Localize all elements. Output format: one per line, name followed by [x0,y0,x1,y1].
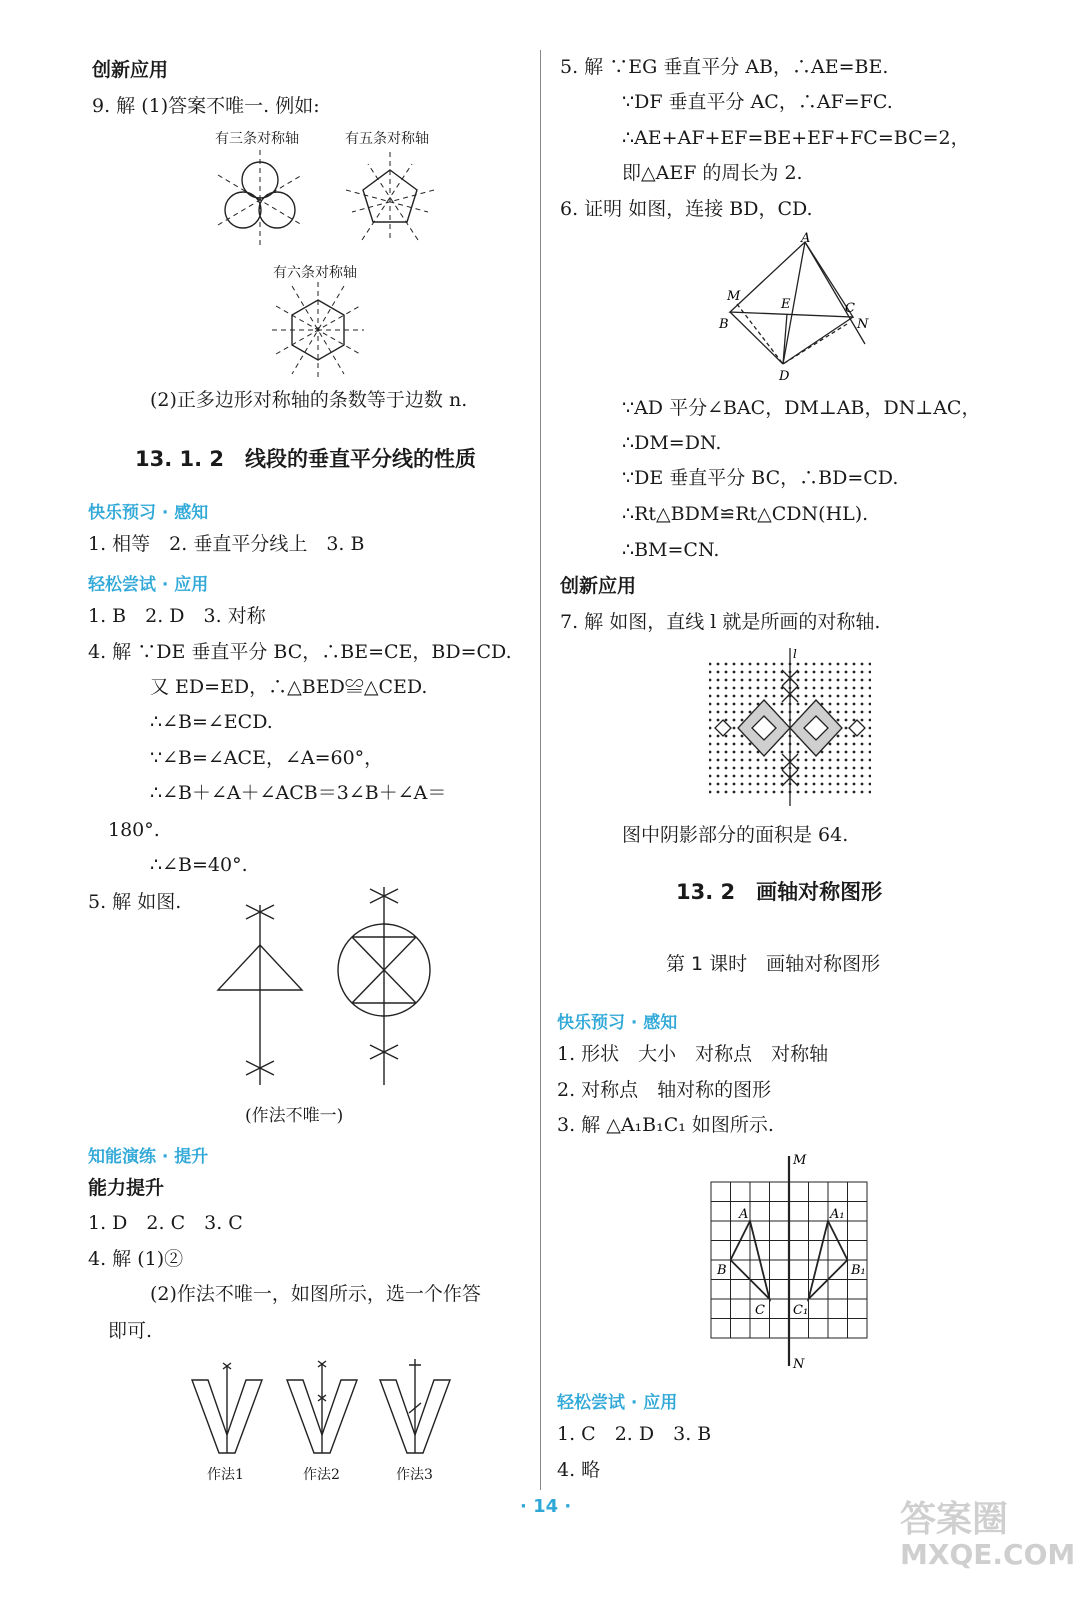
label-B-grid: B [717,1263,727,1278]
ability-answers: 1. D 2. C 3. C [88,1212,243,1234]
label-A: A [801,231,811,246]
r6-line4: ∴Rt△BDM≌Rt△CDN(HL). [622,503,869,525]
r5-line2: ∵DF 垂直平分 AC，∴AF=FC. [622,91,893,113]
r6-line1: ∵AD 平分∠BAC，DM⊥AB，DN⊥AC， [622,397,981,419]
caption-method1: 作法1 [207,1467,244,1483]
figure-triangle-bisector [210,895,310,1095]
figure-three-circles [210,150,310,250]
figure-grid-reflection [705,1148,877,1374]
figure-v-method2 [285,1355,360,1455]
preview2-q2: 2. 对称点 轴对称的图形 [557,1079,772,1101]
r5-line4: 即△AEF 的周长为 2. [622,162,803,184]
heading-innovation-2: 创新应用 [560,575,637,597]
a4-line3: 即可. [108,1320,153,1342]
label-C-grid: C [755,1303,765,1318]
section-try: 轻松尝试 · 应用 [88,575,209,595]
figure-v-method3 [378,1355,453,1455]
try2-answers: 1. C 2. D 3. B [557,1423,712,1445]
t4-line1: 4. 解 ∵DE 垂直平分 BC，∴BE=CE，BD=CD. [88,641,512,663]
r6-line2: ∴DM=DN. [622,432,722,454]
section-title-13-2: 13. 2 画轴对称图形 [676,880,883,904]
figure-circle-bisector [330,885,440,1095]
caption-method3: 作法3 [396,1467,433,1483]
t4-line3: ∴∠B=∠ECD. [150,711,273,733]
heading-innovation: 创新应用 [92,59,169,81]
lesson-title: 第 1 课时 画轴对称图形 [666,953,881,975]
figure-dot-grid [705,648,875,808]
r7-text: 7. 解 如图，直线 l 就是所画的对称轴. [560,611,881,633]
caption-method2: 作法2 [303,1467,340,1483]
watermark-logo: 答案圈 [900,1499,1009,1540]
caption-three-axes: 有三条对称轴 [215,131,299,147]
label-l: l [793,647,797,661]
label-N: N [857,317,869,332]
preview-answers: 1. 相等 2. 垂直平分线上 3. B [88,533,365,555]
heading-ability: 能力提升 [88,1177,165,1199]
r5-line3: ∴AE+AF+EF=BE+EF+FC=BC=2， [622,127,970,149]
label-A-grid: A [739,1207,749,1222]
t4-line2: 又 ED=ED，∴△BED≌△CED. [150,676,428,698]
section-preview: 快乐预习 · 感知 [88,503,209,523]
q9b-text: (2)正多边形对称轴的条数等于边数 n. [150,389,468,411]
t4-line4: ∵∠B=∠ACE，∠A=60°， [150,747,384,769]
section-try-2: 轻松尝试 · 应用 [557,1393,678,1413]
figure-q6-geometry [715,232,875,382]
figure-pentagon [340,150,440,250]
try-answers: 1. B 2. D 3. 对称 [88,605,266,627]
t4-line5: ∴∠B＋∠A＋∠ACB＝3∠B＋∠A＝ [150,782,447,804]
column-divider [540,50,541,1490]
caption-six-axes: 有六条对称轴 [273,265,357,281]
q9-text: 9. 解 (1)答案不唯一. 例如: [92,95,320,117]
label-B: B [719,317,729,332]
preview2-q1: 1. 形状 大小 对称点 对称轴 [557,1043,829,1065]
label-C: C [845,301,855,316]
r7-area: 图中阴影部分的面积是 64. [622,824,849,846]
a4-line1: 4. 解 (1)② [88,1248,184,1270]
r6-line3: ∵DE 垂直平分 BC，∴BD=CD. [622,467,899,489]
label-M-axis: M [793,1153,807,1168]
figure-hexagon [270,282,366,378]
section-skill: 知能演练 · 提升 [88,1147,209,1167]
label-N-axis: N [793,1357,805,1372]
t4-line7: ∴∠B=40°. [150,854,248,876]
label-M: M [727,289,741,304]
r6-text: 6. 证明 如图，连接 BD，CD. [560,198,813,220]
label-A1: A₁ [830,1207,845,1222]
label-C1: C₁ [793,1303,809,1318]
t4-line6: 180°. [108,819,160,841]
caption-five-axes: 有五条对称轴 [345,131,429,147]
a4-line2: (2)作法不唯一，如图所示，选一个作答 [150,1283,481,1305]
section-preview-2: 快乐预习 · 感知 [557,1013,678,1033]
preview2-q3: 3. 解 △A₁B₁C₁ 如图所示. [557,1114,774,1136]
r5-line1: 5. 解 ∵EG 垂直平分 AB，∴AE=BE. [560,56,889,78]
watermark-url: MXQE.COM [900,1538,1076,1571]
caption-method: (作法不唯一) [245,1106,344,1126]
try2-q4: 4. 略 [557,1459,601,1481]
label-B1: B₁ [851,1263,866,1278]
t5-text: 5. 解 如图. [88,891,182,913]
figure-v-method1 [190,1355,265,1455]
label-E: E [781,297,791,312]
r6-line5: ∴BM=CN. [622,539,720,561]
label-D: D [779,369,790,384]
section-title-13-1-2: 13. 1. 2 线段的垂直平分线的性质 [135,447,477,471]
page-number: · 14 · [520,1496,572,1517]
